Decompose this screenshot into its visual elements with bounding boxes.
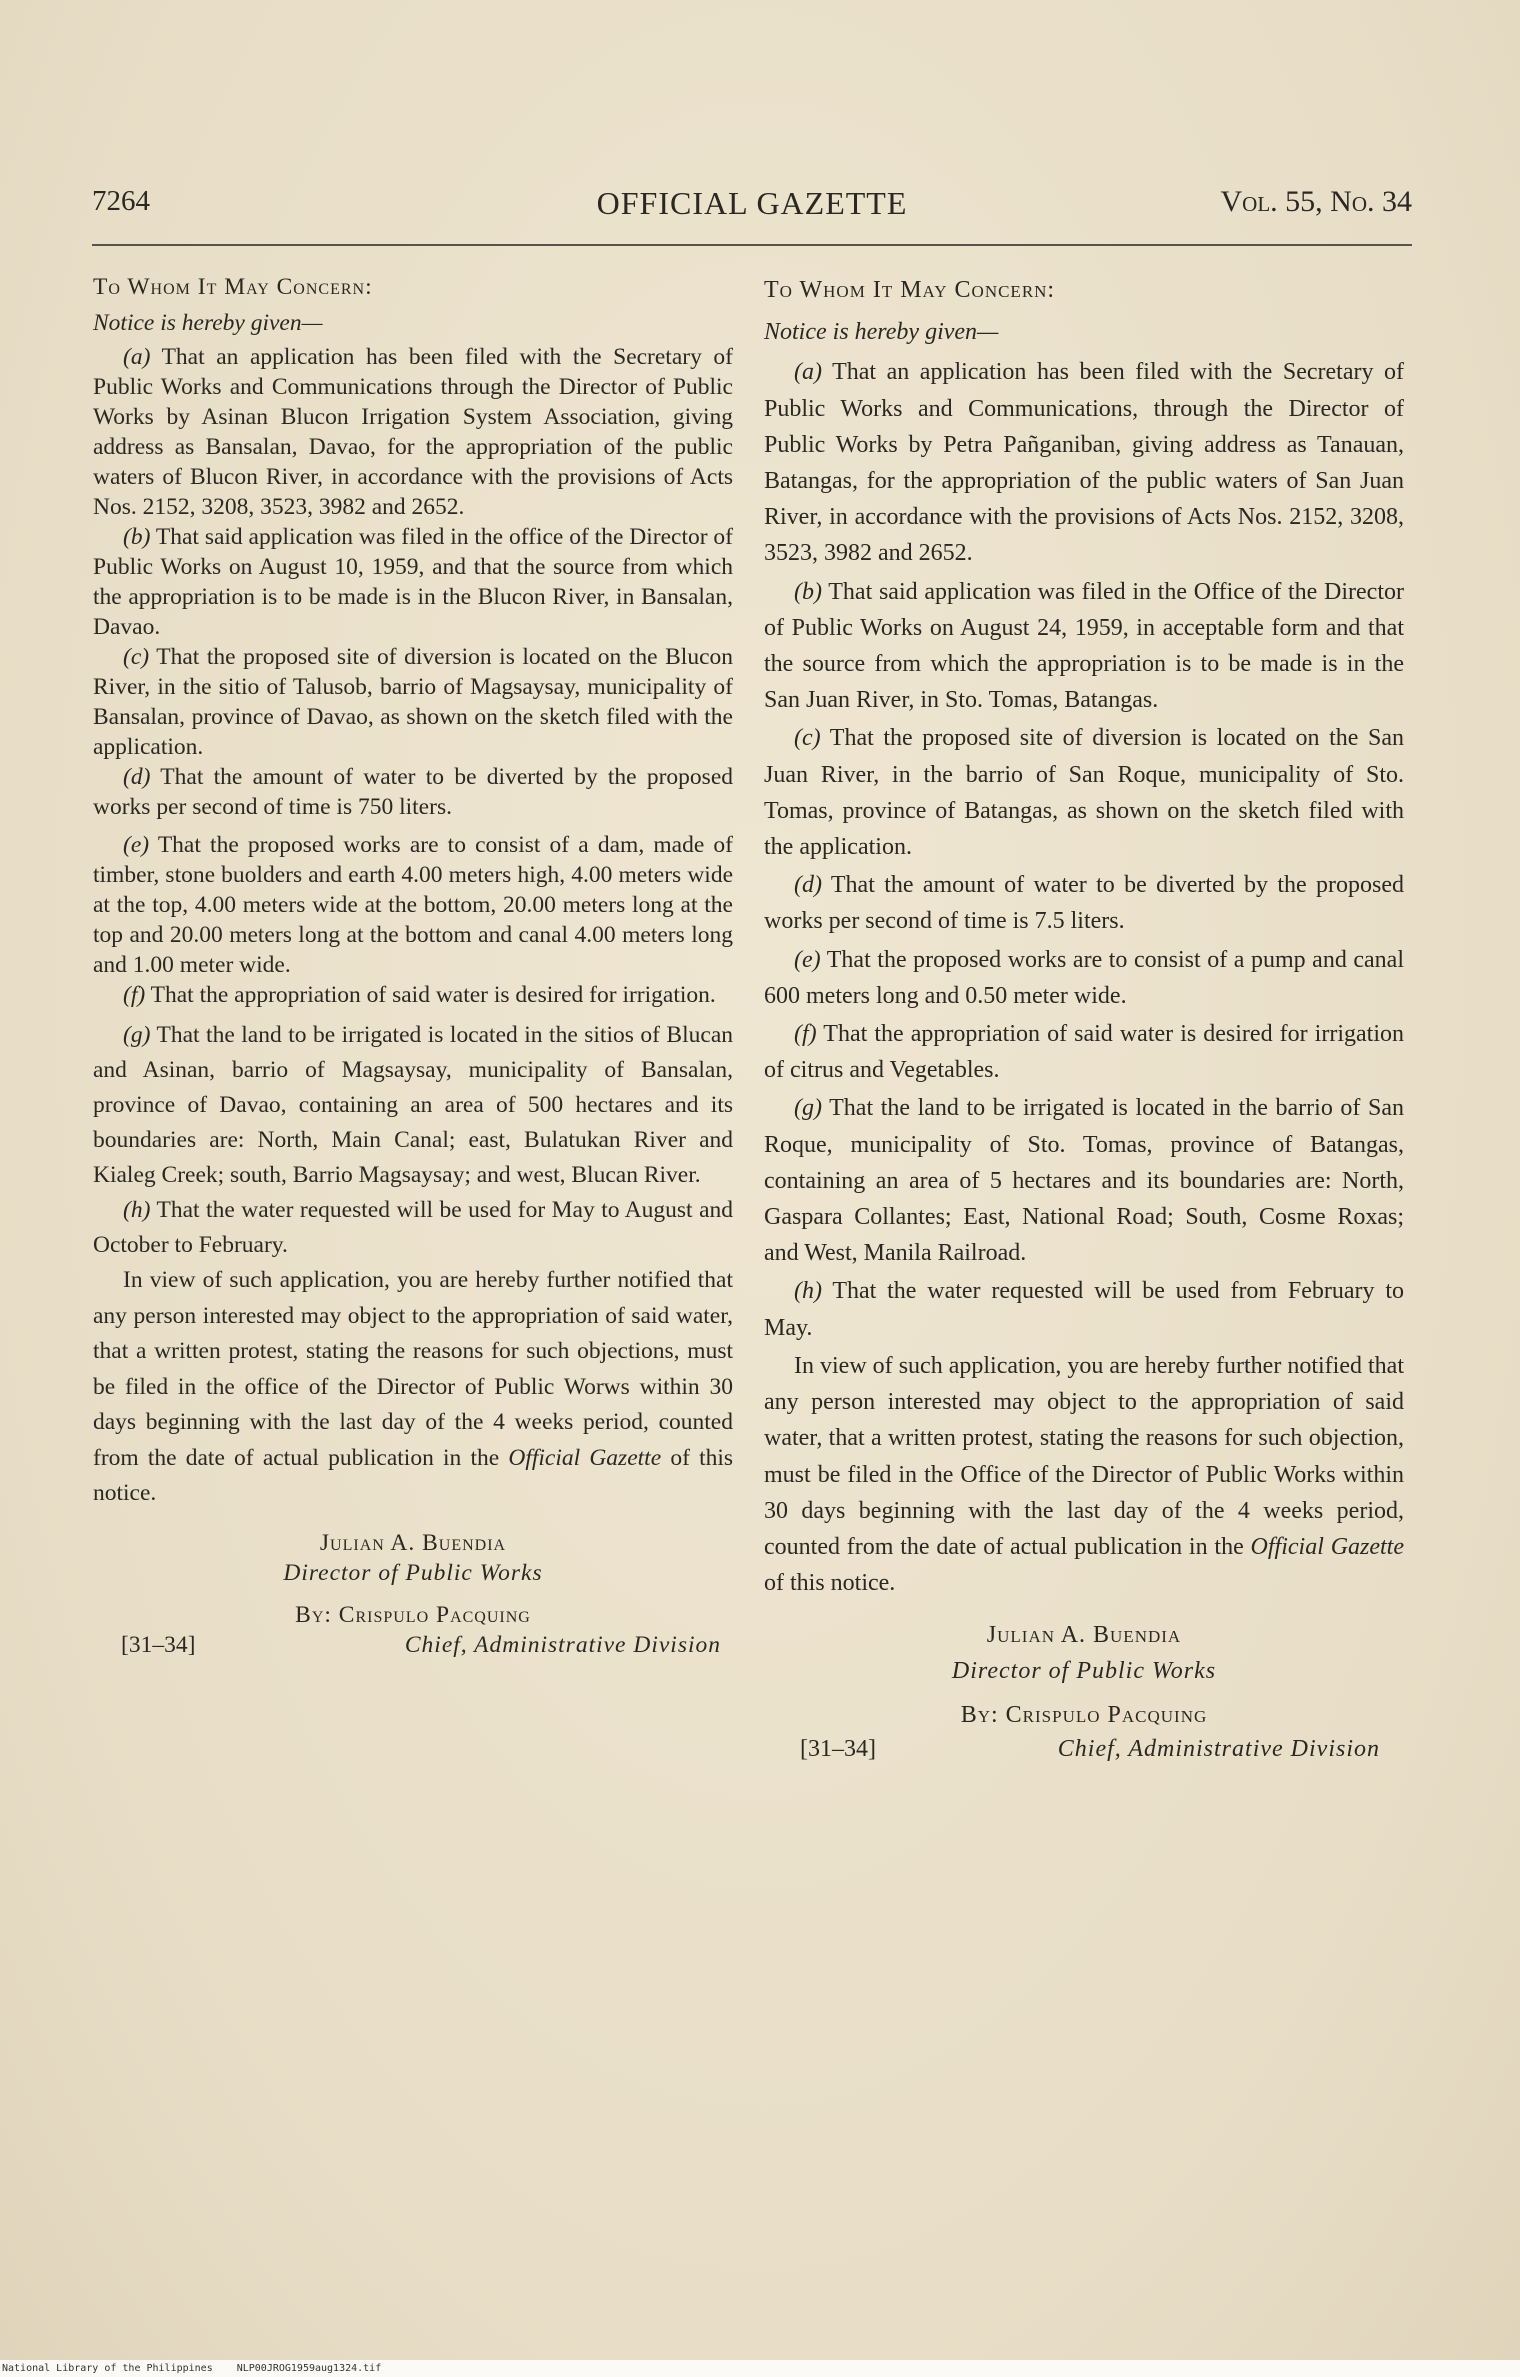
clause-label: (c) — [794, 725, 821, 752]
clause-label: (d) — [123, 764, 151, 790]
signed-by: By: Crispulo Pacquing — [960, 1702, 1208, 1729]
clause-text: That the amount of water to be diverted by the proposed works per second of time is 7.5 liters. — [764, 872, 1404, 935]
clause-g — [93, 1018, 733, 1193]
clause-label: (h) — [794, 1278, 822, 1305]
salutation: To Whom It May Concern: — [764, 277, 1056, 303]
clause-label: (d) — [794, 872, 822, 899]
issue-reference: [31–34] — [121, 1631, 196, 1658]
clause-b — [764, 574, 1404, 719]
signatory-name: Julian A. Buendia — [986, 1622, 1182, 1649]
scan-source: National Library of the Philippines — [2, 2363, 213, 2374]
clause-a — [764, 354, 1404, 571]
notice-intro: Notice is hereby given— — [93, 310, 323, 336]
clause-label: (g) — [123, 1022, 151, 1048]
clause-a — [93, 342, 733, 522]
clause-text: That an application has been filed with the Secretary of Public Works and Communications, through the Director of Public Works by Petra Pañganiban, giving address as Tanauan, Batangas, for the appropriation of the public waters of San Juan River, in accordance with the provisions of Acts Nos. 2152, 3208, 3523, 3982 and 2652. — [764, 359, 1404, 567]
signed-by: By: Crispulo Pacquing — [295, 1601, 531, 1628]
closing-paragraph — [93, 1263, 733, 1512]
clause-text: That the proposed works are to consist of a pump and canal 600 meters long and 0.50 meter wide. — [764, 946, 1404, 1009]
clause-text: That the appropriation of said water is desired for irrigation. — [150, 982, 716, 1008]
scan-footer — [0, 2360, 1520, 2377]
signatory-title: Director of Public Works — [283, 1559, 543, 1586]
gazette-reference: Official Gazette — [1250, 1533, 1405, 1560]
signature-block — [764, 1617, 1404, 1767]
closing-paragraph — [764, 1348, 1404, 1601]
closing-text: In view of such application, you are hereby further notified that any person interested may object to the appropriation of said water, that a written protest, stating the reasons for such objection, must be filed in the Office of the Director of Public Works within 30 days beginning with the last day of the 4 weeks period, counted from the date of actual publication in the — [764, 1352, 1404, 1560]
clause-label: (f) — [794, 1021, 817, 1048]
clause-text: That the appropriation of said water is desired for irrigation of citrus and Vegetables. — [764, 1021, 1404, 1084]
salutation: To Whom It May Concern: — [93, 274, 373, 300]
clause-b — [93, 522, 733, 642]
clause-e — [93, 830, 733, 980]
clause-d — [93, 762, 733, 822]
left-notice — [93, 272, 733, 1668]
clause-text: That the proposed works are to consist of a dam, made of timber, stone buolders and earth 4.00 meters high, 4.00 meters wide at the top, 4.00 meters wide at the bottom, 20.00 meters long at the top and 20.00 meters long at the bottom and canal 4.00 meters long and 1.00 meter wide. — [93, 832, 733, 978]
clause-text: That said application was filed in the office of the Director of Public Works on August 10, 1959, and that the source from which the appropriation is to be made is in the Blucon River, in Bansalan, Davao. — [93, 524, 734, 640]
signatory-position: Chief, Administrative Division — [404, 1631, 721, 1658]
clause-d — [764, 867, 1404, 939]
clause-h — [764, 1273, 1404, 1345]
signatory-title: Director of Public Works — [951, 1658, 1217, 1685]
clause-g — [764, 1090, 1404, 1271]
clause-label: (a) — [794, 359, 822, 386]
clause-label: (g) — [794, 1095, 822, 1122]
clause-label: (b) — [794, 578, 822, 605]
clause-text: That the proposed site of diversion is located on the Blucon River, in the sitio of Talusob, barrio of Magsaysay, municipality of Bansalan, province of Davao, as shown on the sketch filed with the application. — [93, 644, 733, 760]
closing-text-end: of this notice. — [93, 1444, 734, 1506]
clause-text: That the water requested will be used for May to August and October to February. — [93, 1197, 733, 1258]
clause-label: (e) — [794, 946, 821, 973]
clause-label: (b) — [123, 524, 151, 550]
clause-label: (e) — [123, 832, 150, 858]
signatory-position: Chief, Administrative Division — [1057, 1736, 1380, 1763]
clause-text: That the amount of water to be diverted by the proposed works per second of time is 750 liters. — [93, 764, 734, 820]
clause-text: That the water requested will be used from February to May. — [764, 1278, 1404, 1341]
signatory-name: Julian A. Buendia — [319, 1529, 507, 1556]
clause-f — [93, 980, 733, 1010]
closing-text: In view of such application, you are hereby further notified that any person interested may object to the appropriation of said water, that a written protest, stating the reasons for such objections, must be filed in the office of the Director of Public Worws within 30 days beginning with the last day of the 4 weeks period, counted from the date of actual publication in the — [93, 1267, 733, 1471]
page-number: 7264 — [92, 185, 150, 217]
clause-text: That the land to be irrigated is located in the barrio of San Roque, municipality of Sto. Tomas, province of Batangas, containing an area of 5 hectares and its boundaries are: North, Gaspara Collantes; East, National Road; South, Cosme Roxas; and West, Manila Railroad. — [764, 1095, 1404, 1267]
gazette-reference: Official Gazette — [508, 1444, 662, 1471]
clause-h — [93, 1193, 733, 1263]
right-notice — [764, 272, 1404, 1767]
scan-filename: NLP00JROG1959aug1324.tif — [236, 2363, 382, 2374]
running-head — [92, 185, 1412, 235]
clause-label: (a) — [123, 344, 151, 370]
signature-block — [93, 1528, 733, 1668]
notice-intro: Notice is hereby given— — [764, 319, 999, 346]
clause-e — [764, 942, 1404, 1014]
header-rule — [92, 244, 1412, 246]
issue-reference: [31–34] — [800, 1736, 876, 1763]
clause-label: (f) — [123, 982, 146, 1008]
clause-text: That the proposed site of diversion is located on the San Juan River, in the barrio of San Roque, municipality of Sto. Tomas, province of Batangas, as shown on the sketch filed with the application. — [764, 725, 1404, 861]
clause-text: That an application has been filed with the Secretary of Public Works and Communications through the Director of Public Works by Asinan Blucon Irrigation System Association, giving address as Bansalan, Davao, for the appropriation of the public waters of Blucon River, in accordance with the provisions of Acts Nos. 2152, 3208, 3523, 3982 and 2652. — [93, 344, 733, 520]
clause-label: (h) — [123, 1197, 151, 1223]
clause-f — [764, 1016, 1404, 1088]
volume-number: Vol. 55, No. 34 — [1220, 185, 1412, 218]
publication-title: OFFICIAL GAZETTE — [596, 185, 908, 221]
closing-text-end: of this notice. — [764, 1570, 896, 1597]
clause-c — [93, 642, 733, 762]
clause-text: That said application was filed in the Office of the Director of Public Works on August 24, 1959, in acceptable form and that the source from which the appropriation is to be made is in the San Juan River, in Sto. Tomas, Batangas. — [764, 578, 1404, 714]
clause-text: That the land to be irrigated is located in the sitios of Blucan and Asinan, barrio of Magsaysay, municipality of Bansalan, province of Davao, containing an area of 500 hectares and its boundaries are: North, Main Canal; east, Bulatukan River and Kialeg Creek; south, Barrio Magsaysay; and west, Blucan River. — [93, 1022, 733, 1188]
clause-c — [764, 720, 1404, 865]
clause-label: (c) — [123, 644, 150, 670]
